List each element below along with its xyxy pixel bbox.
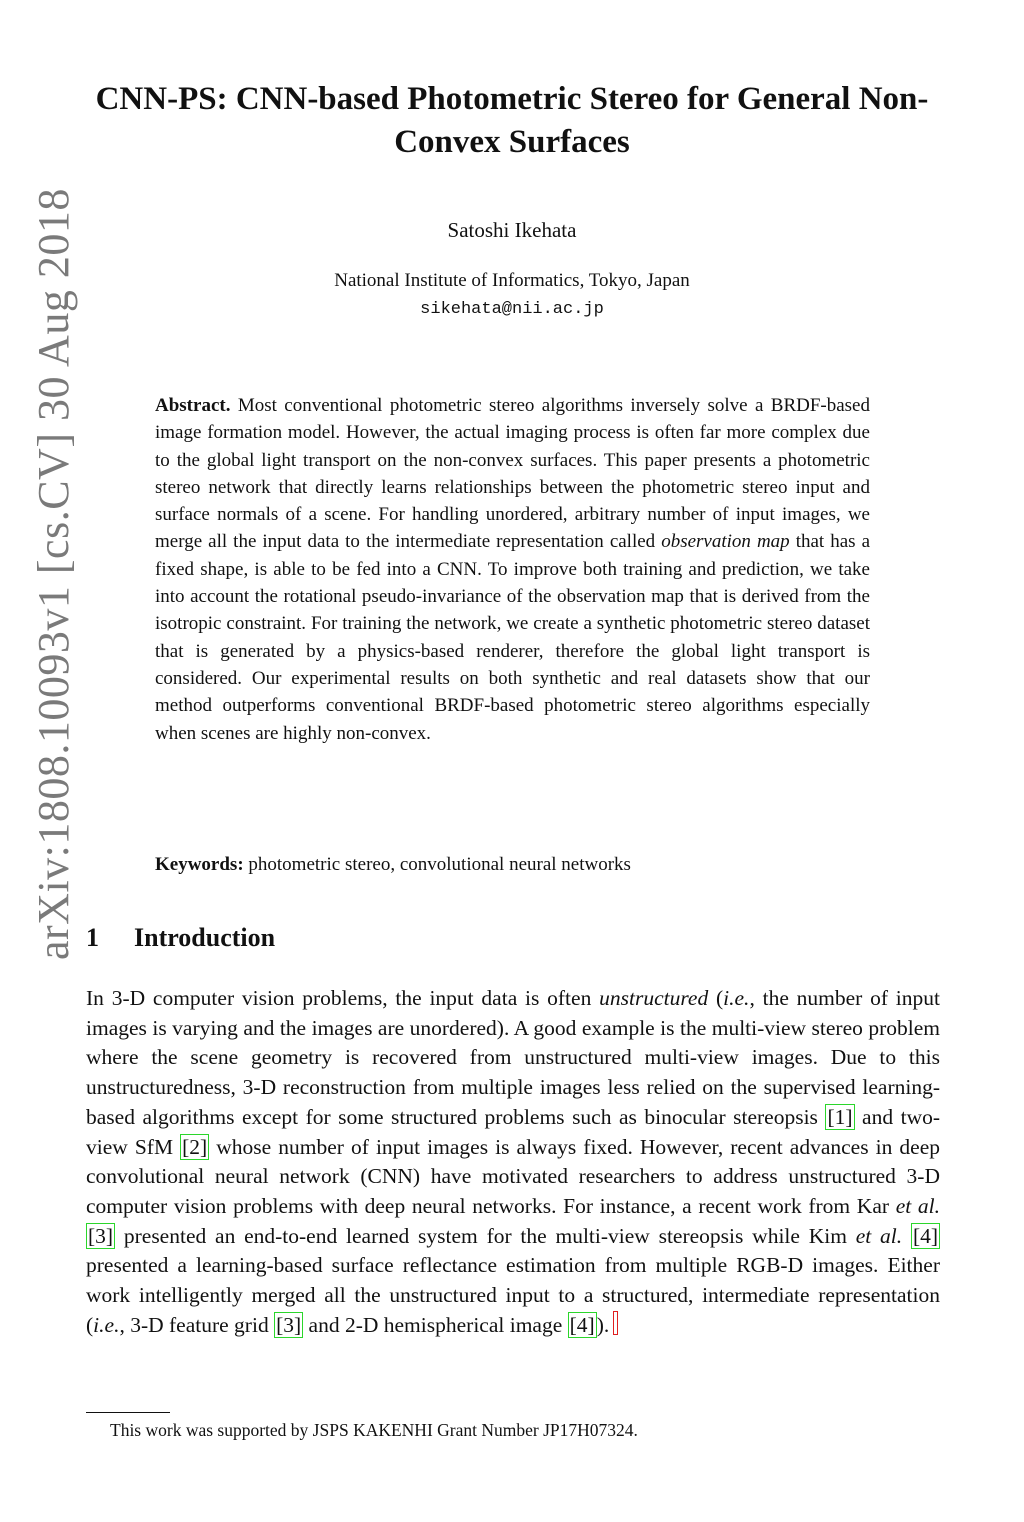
intro-text: , 3-D feature grid bbox=[119, 1312, 275, 1337]
footnote: This work was supported by JSPS KAKENHI Grant Number JP17H07324. bbox=[110, 1420, 638, 1440]
intro-text: and 2-D hemispherical image bbox=[303, 1312, 568, 1337]
citation-link[interactable]: [4] bbox=[912, 1223, 939, 1248]
intro-emphasis: et al. bbox=[895, 1193, 940, 1218]
citation-link[interactable]: [3] bbox=[276, 1312, 302, 1337]
author-name: Satoshi Ikehata bbox=[447, 218, 577, 242]
intro-text: In 3-D computer vision problems, the input data is often bbox=[86, 986, 600, 1010]
intro-text: whose number of input images is always fixed. However, recent advances in deep convolutional neural network (CNN) have motivated researchers to address unstructured 3-D computer vision problems with deep neural networks. For instance, a recent work from Kar bbox=[86, 1134, 941, 1218]
section-heading bbox=[86, 923, 275, 953]
intro-emphasis: unstructured bbox=[599, 986, 709, 1010]
intro-text: presented an end-to-end learned system for the multi-view stereopsis while Kim bbox=[115, 1223, 856, 1248]
citation-link[interactable]: [2] bbox=[182, 1134, 208, 1159]
citation-link[interactable]: [1] bbox=[827, 1104, 853, 1129]
citation-link[interactable]: [4] bbox=[569, 1312, 595, 1337]
intro-text bbox=[902, 1224, 911, 1248]
intro-text: and two-view SfM bbox=[86, 1104, 940, 1159]
intro-text: ( bbox=[708, 986, 724, 1010]
intro-paragraph bbox=[86, 984, 940, 1340]
abstract-emphasis: observation map bbox=[661, 531, 790, 553]
keywords bbox=[155, 851, 870, 878]
section-title: Introduction bbox=[134, 923, 276, 952]
abstract-label: Abstract. bbox=[155, 395, 231, 416]
paper-title: CNN-PS: CNN-based Photometric Stereo for General Non-Convex Surfaces bbox=[95, 81, 929, 160]
footnote-divider bbox=[86, 1412, 170, 1413]
intro-text: , the number of input images is varying and the images are unordered). A good example is the multi-view stereo problem where the scene geometry is recovered from unstructured multi-view images. Due to this unstructuredness, 3-D reconstruction from multiple images less relied on the supervised learning-based algorithms except for some structured problems such as binocular stereopsis bbox=[86, 986, 940, 1129]
keywords-text: photometric stereo, convolutional neural networks bbox=[243, 854, 631, 875]
intro-emphasis: i.e. bbox=[723, 986, 750, 1010]
abstract bbox=[155, 392, 870, 747]
intro-emphasis: i.e. bbox=[93, 1312, 120, 1337]
intro-emphasis: et al. bbox=[855, 1223, 903, 1248]
arxiv-stamp: arXiv:1808.10093v1 [cs.CV] 30 Aug 2018 bbox=[29, 188, 78, 960]
intro-text: ). bbox=[596, 1312, 610, 1337]
citation-link[interactable]: [3] bbox=[88, 1223, 114, 1248]
intro-text: presented a learning-based surface reflectance estimation from multiple RGB-D images. Either work intelligently merged all the unstructured input to a structured, intermediate representation ( bbox=[86, 1253, 940, 1337]
section-number: 1 bbox=[86, 923, 99, 952]
author-affiliation: National Institute of Informatics, Tokyo, Japan bbox=[334, 270, 690, 291]
abstract-text-2: that has a fixed shape, is able to be fed into a CNN. To improve both training and prediction, we take into account the rotational pseudo-invariance of the observation map that is derived from the isotropic constraint. For training the network, we create a synthetic photometric stereo dataset that is generated by a physics-based renderer, therefore the global light transport is considered. Our experimental results on both synthetic and real datasets show that our method outperforms conventional BRDF-based photometric stereo algorithms especially when scenes are highly non-convex. bbox=[155, 531, 870, 744]
abstract-text-1: Most conventional photometric stereo algorithms inversely solve a BRDF-based image formation model. However, the actual imaging process is often far more complex due to the global light transport on the non-convex surfaces. This paper presents a photometric stereo network that directly learns relationships between the photometric stereo input and surface normals of a scene. For handling unordered, arbitrary number of input images, we merge all the input data to the intermediate representation called bbox=[155, 395, 870, 553]
footnote-link-marker[interactable] bbox=[613, 1311, 618, 1335]
author-email[interactable]: sikehata@nii.ac.jp bbox=[420, 300, 604, 319]
keywords-label: Keywords: bbox=[155, 854, 244, 875]
